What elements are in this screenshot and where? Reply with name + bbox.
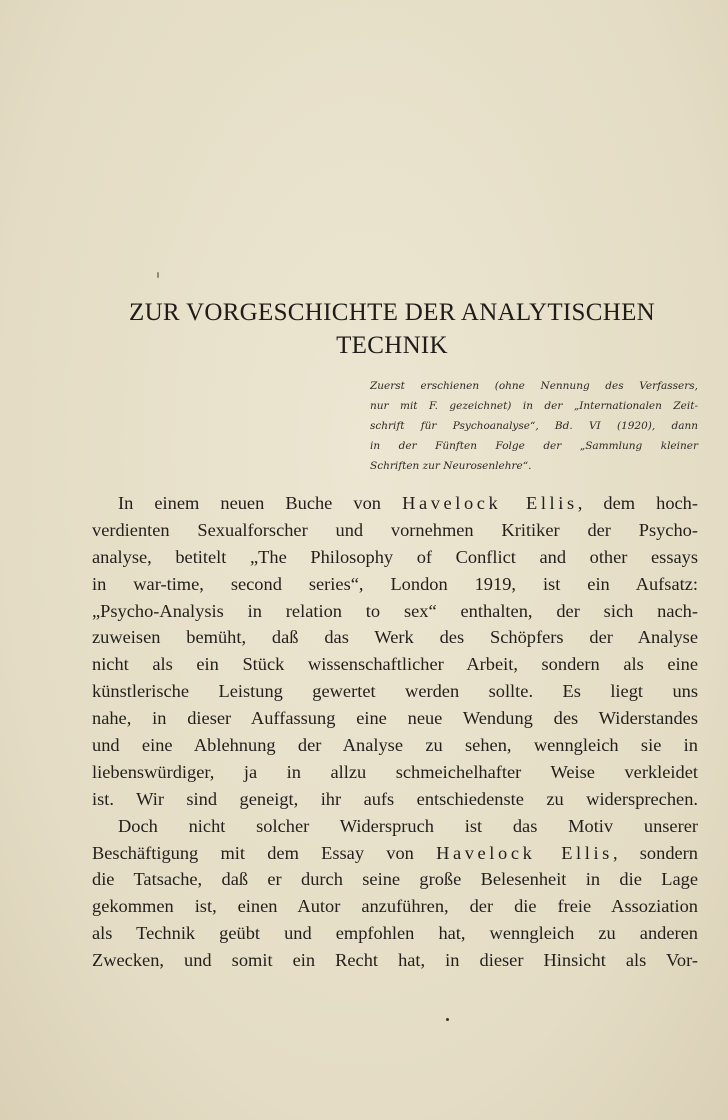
body-line: liebenswürdiger, ja in allzu schmeichelhafter Weise verkleidet — [92, 761, 698, 782]
chapter-title — [80, 296, 704, 362]
body-line-part: , dem hoch- — [577, 493, 698, 513]
note-line: Zuerst erschienen (ohne Nennung des Verfassers, — [370, 380, 698, 392]
body-line: und eine Ablehnung der Analyse zu sehen, wenngleich sie in — [92, 735, 698, 756]
body-line: die Tatsache, daß er durch seine große Belesenheit in die Lage — [92, 869, 698, 890]
note-line: nur mit F. gezeichnet) in der „Internationalen Zeit- — [370, 400, 698, 412]
body-line: „Psycho-Analysis in relation to sex“ enthalten, der sich nach- — [92, 600, 698, 621]
body-line: ist. Wir sind geneigt, ihr aufs entschiedenste zu widersprechen. — [92, 788, 698, 809]
body-line-part: Beschäftigung mit dem Essay von — [92, 842, 414, 863]
body-line-part: In einem neuen Buche von — [118, 493, 381, 513]
author-name: Havelock Ellis — [402, 493, 578, 513]
body-line: Zwecken, und somit ein Recht hat, in dieser Hinsicht als Vor- — [92, 950, 698, 971]
body-line: Doch nicht solcher Widerspruch ist das Motiv unserer — [118, 815, 698, 836]
body-line: als Technik geübt und empfohlen hat, wenngleich zu anderen — [92, 923, 698, 944]
publication-note — [370, 376, 698, 476]
paper-speck — [157, 272, 159, 278]
body-text — [92, 490, 698, 974]
body-line: in war-time, second series“, London 1919, ist ein Aufsatz: — [92, 573, 698, 594]
paper-speck — [446, 1018, 449, 1021]
body-line — [92, 490, 698, 517]
note-line: schrift für Psychoanalyse“, Bd. VI (1920), dann — [370, 420, 698, 432]
note-line: Schriften zur Neurosenlehre“. — [370, 460, 532, 472]
body-line: analyse, betitelt „The Philosophy of Conflict and other essays — [92, 546, 698, 567]
body-line: nicht als ein Stück wissenschaftlicher Arbeit, sondern als eine — [92, 654, 698, 675]
author-name: Havelock Ellis — [436, 842, 613, 863]
body-line: künstlerische Leistung gewertet werden sollte. Es liegt uns — [92, 681, 698, 702]
note-line: in der Fünften Folge der „Sammlung kleiner — [370, 440, 698, 452]
chapter-title-line-2: TECHNIK — [336, 332, 448, 359]
body-line: zuweisen bemüht, daß das Werk des Schöpfers der Analyse — [92, 627, 698, 648]
chapter-title-line-1: ZUR VORGESCHICHTE DER ANALYTISCHEN — [129, 299, 655, 326]
body-line — [92, 840, 698, 867]
body-line-part: , sondern — [612, 842, 698, 863]
body-line: verdienten Sexualforscher und vornehmen Kritiker der Psycho- — [92, 519, 698, 540]
body-line: nahe, in dieser Auffassung eine neue Wendung des Widerstandes — [92, 708, 698, 729]
body-line: gekommen ist, einen Autor anzuführen, der die freie Assoziation — [92, 896, 698, 917]
